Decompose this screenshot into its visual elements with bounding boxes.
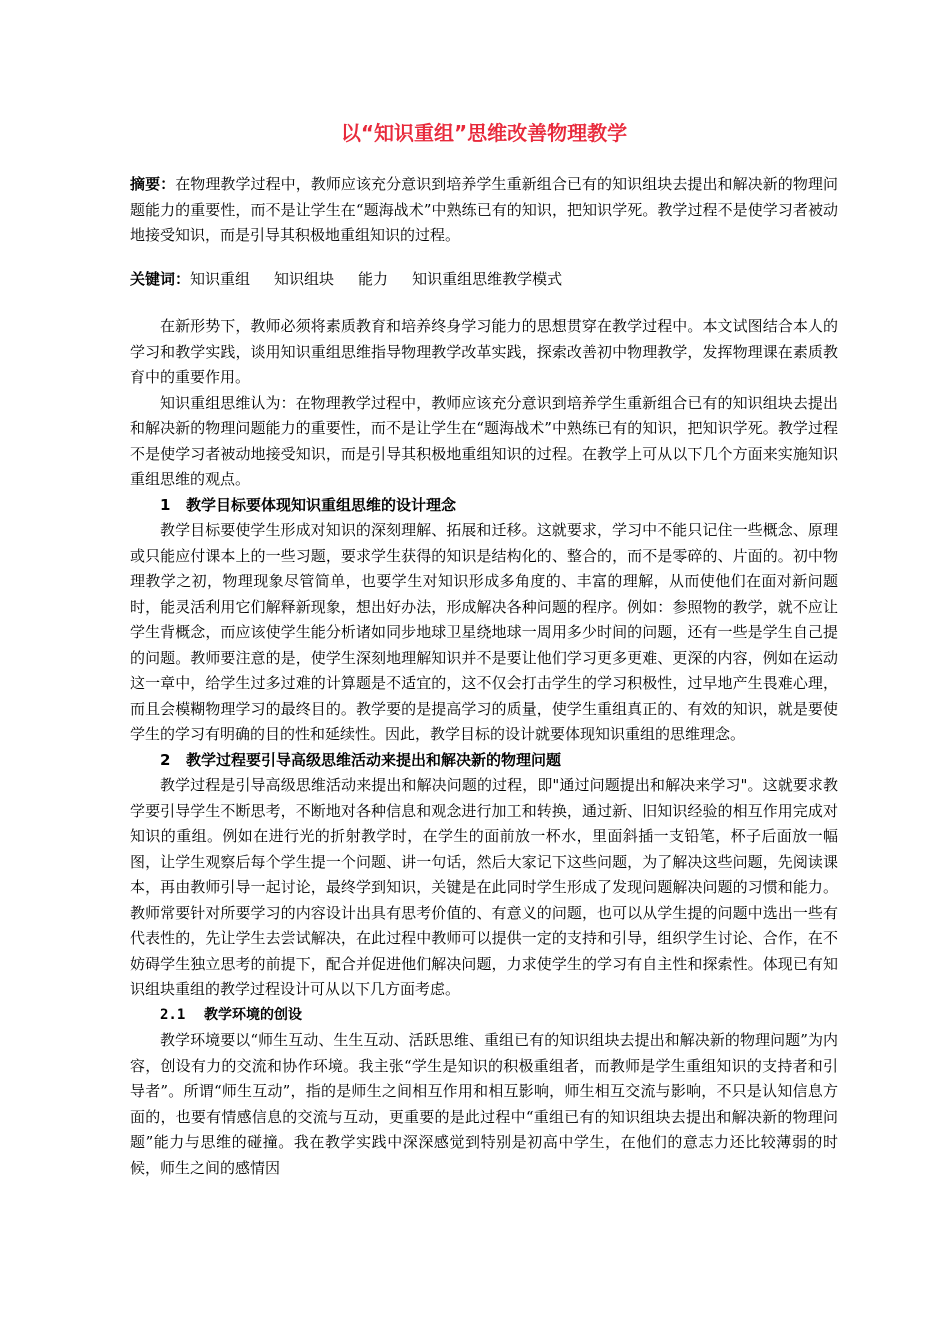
keyword-item: 知识重组思维教学模式 xyxy=(412,269,563,288)
section-1-body: 教学目标要使学生形成对知识的深刻理解、拓展和迁移。这就要求，学习中不能只记住一些概念、原理或只能应付课本上的一些习题，要求学生获得的知识是结构化的、整合的，而不是零碎的、片面的。初中物理教学之初，物理现象尽管简单，也要学生对知识形成多角度的、丰富的理解，从而使他们在面对新问题时，能灵活利用它们解释新现象，想出好办法，形成解决各种问题的程序。例如：参照物的教学，就不应让学生背概念，而应该使学生能分析诸如同步地球卫星绕地球一周用多少时间的问题，还有一些是学生自己提的问题。教师要注意的是，使学生深刻地理解知识并不是要让他们学习更多更难、更深的内容，例如在运动这一章中，给学生过多过难的计算题是不适宜的，这不仅会打击学生的学习积极性，过早地产生畏难心理，而且会模糊物理学习的最终目的。教学要的是提高学习的质量，使学生重组真正的、有效的知识，就是要使学生的学习有明确的目的性和延续性。因此，教学目标的设计就要体现知识重组的思维理念。 xyxy=(130,521,838,743)
section-1-heading xyxy=(130,493,838,519)
section-2-title: 教学过程要引导高级思维活动来提出和解决新的物理问题 xyxy=(186,750,562,769)
section-2-1-number: 2.1 xyxy=(160,1006,186,1023)
document-title: 以“知识重组”思维改善物理教学 xyxy=(340,121,628,145)
keyword-item: 知识重组 xyxy=(190,269,251,288)
section-1-title: 教学目标要体现知识重组思维的设计理念 xyxy=(186,495,457,514)
keywords xyxy=(130,267,838,293)
keyword-item: 知识组块 xyxy=(274,269,335,288)
abstract-label: 摘要： xyxy=(130,175,176,193)
section-2-heading xyxy=(130,748,838,774)
keyword-item: 能力 xyxy=(358,269,389,288)
document-page xyxy=(130,118,838,1181)
section-2-body: 教学过程是引导高级思维活动来提出和解决问题的过程，即"通过问题提出和解决来学习"。这就要求教学要引导学生不断思考，不断地对各种信息和观念进行加工和转换，通过新、旧知识经验的相互作用完成对知识的重组。例如在进行光的折射教学时，在学生的面前放一杯水，里面斜插一支铅笔，杯子后面放一幅图，让学生观察后每个学生提一个问题、讲一句话，然后大家记下这些问题，为了解决这些问题，先阅读课本，再由教师引导一起讨论，最终学到知识，关键是在此同时学生形成了发现问题解决问题的习惯和能力。教师常要针对所要学习的内容设计出具有思考价值的、有意义的问题，也可以从学生提的问题中选出一些有代表性的，先让学生去尝试解决，在此过程中教师可以提供一定的支持和引导，组织学生讨论、合作，在不妨碍学生独立思考的前提下，配合并促进他们解决问题，力求使学生的学习有自主性和探索性。体现已有知识组块重组的教学过程设计可从以下几方面考虑。 xyxy=(130,776,838,998)
intro-paragraph-2: 知识重组思维认为：在物理教学过程中，教师应该充分意识到培养学生重新组合已有的知识组块去提出和解决新的物理问题能力的重要性，而不是让学生在“题海战术”中熟练已有的知识，把知识学死。教学过程不是使学习者被动地接受知识，而是引导其积极地重组知识的过程。在教学上可从以下几个方面来实施知识重组思维的观点。 xyxy=(130,393,838,488)
abstract xyxy=(130,172,838,249)
section-2-1-title: 教学环境的创设 xyxy=(204,1006,302,1023)
section-2-number: 2 xyxy=(160,750,171,769)
intro-paragraph-1: 在新形势下，教师必须将素质教育和培养终身学习能力的思想贯穿在教学过程中。本文试图结合本人的学习和教学实践，谈用知识重组思维指导物理教学改革实践，探索改善初中物理教学，发挥物理课在素质教育中的重要作用。 xyxy=(130,317,838,386)
abstract-text: 在物理教学过程中，教师应该充分意识到培养学生重新组合已有的知识组块去提出和解决新的物理问题能力的重要性，而不是让学生在“题海战术”中熟练已有的知识，把知识学死。教学过程不是使学习者被动地接受知识，而是引导其积极地重组知识的过程。 xyxy=(130,175,838,244)
section-2-1-heading xyxy=(130,1003,838,1029)
section-2-1-body: 教学环境要以“师生互动、生生互动、活跃思维、重组已有的知识组块去提出和解决新的物理问题”为内容，创设有力的交流和协作环境。我主张“学生是知识的积极重组者，而教师是学生重组知识的支持者和引导者”。所谓“师生互动”，指的是师生之间相互作用和相互影响，师生相互交流与影响，不只是认知信息方面的，也要有情感信息的交流与互动，更重要的是此过程中“重组已有的知识组块去提出和解决新的物理问题”能力与思维的碰撞。我在教学实践中深深感觉到特别是初高中学生，在他们的意志力还比较薄弱的时候，师生之间的感情因 xyxy=(130,1031,838,1177)
keywords-label: 关键词： xyxy=(130,269,191,288)
section-1-number: 1 xyxy=(160,495,171,514)
